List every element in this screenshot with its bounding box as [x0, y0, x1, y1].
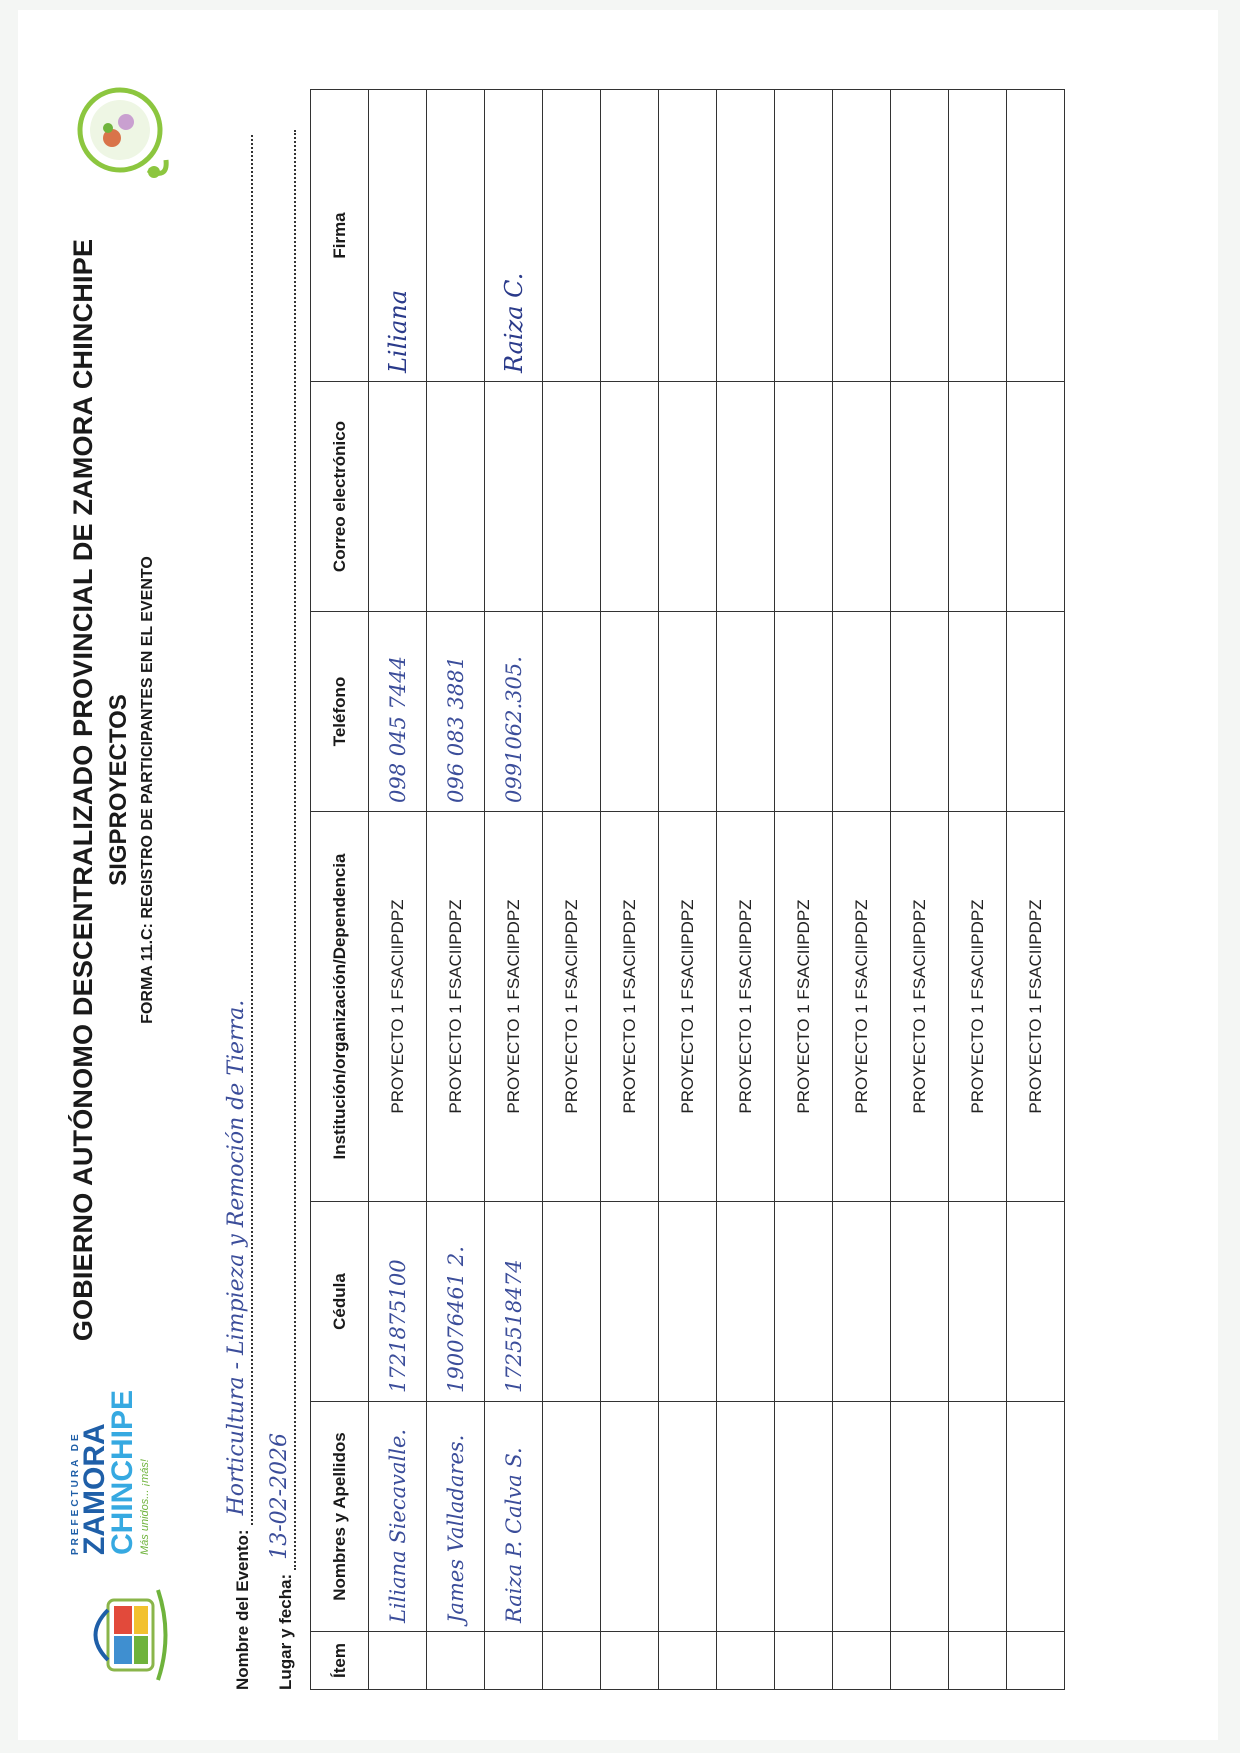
name-cell[interactable]	[659, 1402, 717, 1632]
item-cell[interactable]	[601, 1632, 659, 1690]
institution-text: PROYECTO 1 FSACIIPDPZ	[561, 899, 581, 1114]
item-cell[interactable]	[485, 1632, 543, 1690]
phone-cell[interactable]	[427, 612, 485, 812]
participants-table	[310, 89, 1065, 1690]
header-phone: Teléfono	[311, 612, 369, 812]
email-cell[interactable]	[833, 382, 891, 612]
name-cell[interactable]	[891, 1402, 949, 1632]
item-cell[interactable]	[833, 1632, 891, 1690]
phone-cell[interactable]	[949, 612, 1007, 812]
table-header-row	[311, 90, 369, 1690]
signature-cell[interactable]	[891, 90, 949, 382]
brand-top: PREFECTURA DE	[70, 1431, 81, 1555]
signature-cell[interactable]	[427, 90, 485, 382]
header-email: Correo electrónico	[311, 382, 369, 612]
place-date-field	[267, 130, 296, 1690]
event-name-value: Horticultura - Limpieza y Remoción de Tierra.	[224, 999, 249, 1516]
institution-cell[interactable]	[891, 812, 949, 1202]
table-row	[1007, 90, 1065, 1690]
item-cell[interactable]	[543, 1632, 601, 1690]
cedula-cell[interactable]	[369, 1202, 427, 1402]
table-row	[717, 90, 775, 1690]
header-item: Ítem	[311, 1632, 369, 1690]
item-cell[interactable]	[717, 1632, 775, 1690]
institution-text: PROYECTO 1 FSACIIPDPZ	[793, 899, 813, 1114]
email-cell[interactable]	[717, 382, 775, 612]
cedula-cell[interactable]	[543, 1202, 601, 1402]
item-cell[interactable]	[427, 1632, 485, 1690]
phone-text: 098 045 7444	[385, 656, 410, 803]
signature-cell[interactable]	[601, 90, 659, 382]
cedula-cell[interactable]	[775, 1202, 833, 1402]
institution-text: PROYECTO 1 FSACIIPDPZ	[387, 899, 407, 1114]
signature-text: Liliana	[383, 289, 412, 373]
signature-cell[interactable]	[949, 90, 1007, 382]
phone-cell[interactable]	[891, 612, 949, 812]
cedula-cell[interactable]	[485, 1202, 543, 1402]
table-row	[659, 90, 717, 1690]
place-date-line[interactable]	[267, 130, 296, 1570]
event-name-field	[224, 135, 253, 1690]
brand-block	[70, 1375, 151, 1555]
table-row	[775, 90, 833, 1690]
institution-text: PROYECTO 1 FSACIIPDPZ	[735, 899, 755, 1114]
phone-cell[interactable]	[601, 612, 659, 812]
item-cell[interactable]	[659, 1632, 717, 1690]
cedula-cell[interactable]	[891, 1202, 949, 1402]
institution-cell[interactable]	[833, 812, 891, 1202]
brand-line2: CHINCHIPE	[106, 1389, 139, 1555]
institution-text: PROYECTO 1 FSACIIPDPZ	[1025, 899, 1045, 1114]
cedula-cell[interactable]	[717, 1202, 775, 1402]
table-row	[891, 90, 949, 1690]
cedula-cell[interactable]	[833, 1202, 891, 1402]
name-cell[interactable]	[485, 1402, 543, 1632]
phone-text: 0991062.305.	[501, 656, 526, 803]
item-cell[interactable]	[891, 1632, 949, 1690]
prefectura-emblem-icon	[78, 1570, 168, 1690]
institution-cell[interactable]	[485, 812, 543, 1202]
event-name-line[interactable]	[224, 135, 253, 1525]
place-date-label: Lugar y fecha:	[276, 1573, 295, 1690]
email-cell[interactable]	[369, 382, 427, 612]
item-cell[interactable]	[1007, 1632, 1065, 1690]
name-cell[interactable]	[1007, 1402, 1065, 1632]
event-name-label: Nombre del Evento:	[233, 1529, 252, 1690]
document-page	[18, 10, 1218, 1740]
signature-cell[interactable]	[775, 90, 833, 382]
sigproyectos-logo-icon	[68, 80, 178, 190]
place-date-value: 13-02-2026	[267, 1432, 292, 1560]
brand-line1: ZAMORA	[78, 1423, 111, 1555]
cedula-cell[interactable]	[949, 1202, 1007, 1402]
name-cell[interactable]	[601, 1402, 659, 1632]
signature-cell[interactable]	[1007, 90, 1065, 382]
cedula-cell[interactable]	[427, 1202, 485, 1402]
header-institution: Institución/organización/Dependencia	[311, 812, 369, 1202]
institution-cell[interactable]	[1007, 812, 1065, 1202]
item-cell[interactable]	[369, 1632, 427, 1690]
brand-slogan: Más unidos... ¡más!	[139, 1459, 151, 1555]
table-row	[833, 90, 891, 1690]
email-cell[interactable]	[427, 382, 485, 612]
phone-cell[interactable]	[485, 612, 543, 812]
signature-cell[interactable]	[659, 90, 717, 382]
cedula-cell[interactable]	[659, 1202, 717, 1402]
cedula-text: 1725518474	[501, 1259, 526, 1393]
signature-cell[interactable]	[485, 90, 543, 382]
item-cell[interactable]	[949, 1632, 1007, 1690]
institution-cell[interactable]	[543, 812, 601, 1202]
name-text: Raiza P. Calva S.	[501, 1447, 526, 1623]
institution-cell[interactable]	[601, 812, 659, 1202]
institution-cell[interactable]	[369, 812, 427, 1202]
cedula-text: 190076461 2.	[443, 1246, 468, 1393]
name-text: Liliana Siecavalle.	[385, 1428, 410, 1623]
name-cell[interactable]	[717, 1402, 775, 1632]
signature-text: Raiza C.	[499, 272, 528, 373]
header-title-block	[68, 230, 157, 1350]
phone-cell[interactable]	[1007, 612, 1065, 812]
institution-cell[interactable]	[775, 812, 833, 1202]
cedula-cell[interactable]	[601, 1202, 659, 1402]
phone-cell[interactable]	[775, 612, 833, 812]
institution-text: PROYECTO 1 FSACIIPDPZ	[445, 899, 465, 1114]
header-signature: Firma	[311, 90, 369, 382]
signature-cell[interactable]	[369, 90, 427, 382]
name-cell[interactable]	[543, 1402, 601, 1632]
name-cell[interactable]	[427, 1402, 485, 1632]
email-cell[interactable]	[659, 382, 717, 612]
signature-cell[interactable]	[717, 90, 775, 382]
name-cell[interactable]	[949, 1402, 1007, 1632]
signature-cell[interactable]	[833, 90, 891, 382]
rotated-form	[18, 50, 1168, 1730]
email-cell[interactable]	[1007, 382, 1065, 612]
email-cell[interactable]	[891, 382, 949, 612]
name-cell[interactable]	[369, 1402, 427, 1632]
email-cell[interactable]	[775, 382, 833, 612]
institution-cell[interactable]	[427, 812, 485, 1202]
signature-cell[interactable]	[543, 90, 601, 382]
form-name: FORMA 11.C: REGISTRO DE PARTICIPANTES EN EL EVENTO	[139, 556, 156, 1024]
name-text: James Valladares.	[443, 1434, 468, 1623]
institution-cell[interactable]	[717, 812, 775, 1202]
table-row	[601, 90, 659, 1690]
institution-text: PROYECTO 1 FSACIIPDPZ	[851, 899, 871, 1114]
email-cell[interactable]	[543, 382, 601, 612]
phone-text: 096 083 3881	[443, 656, 468, 803]
table-row	[949, 90, 1007, 1690]
phone-cell[interactable]	[717, 612, 775, 812]
item-cell[interactable]	[775, 1632, 833, 1690]
institution-text: PROYECTO 1 FSACIIPDPZ	[619, 899, 639, 1114]
phone-cell[interactable]	[543, 612, 601, 812]
phone-cell[interactable]	[659, 612, 717, 812]
institution-text: PROYECTO 1 FSACIIPDPZ	[909, 899, 929, 1114]
table-row	[427, 90, 485, 1690]
institution-cell[interactable]	[949, 812, 1007, 1202]
cedula-text: 1721875100	[385, 1259, 410, 1393]
institution-cell[interactable]	[659, 812, 717, 1202]
institution-text: PROYECTO 1 FSACIIPDPZ	[967, 899, 987, 1114]
page-title: GOBIERNO AUTÓNOMO DESCENTRALIZADO PROVINCIAL DE ZAMORA CHINCHIPE	[68, 238, 98, 1342]
institution-text: PROYECTO 1 FSACIIPDPZ	[503, 899, 523, 1114]
cedula-cell[interactable]	[1007, 1202, 1065, 1402]
email-cell[interactable]	[601, 382, 659, 612]
name-cell[interactable]	[775, 1402, 833, 1632]
phone-cell[interactable]	[369, 612, 427, 812]
email-cell[interactable]	[949, 382, 1007, 612]
email-cell[interactable]	[485, 382, 543, 612]
institution-text: PROYECTO 1 FSACIIPDPZ	[677, 899, 697, 1114]
page-subtitle: SIGPROYECTOS	[105, 694, 132, 886]
table-row	[543, 90, 601, 1690]
phone-cell[interactable]	[833, 612, 891, 812]
table-row	[369, 90, 427, 1690]
name-cell[interactable]	[833, 1402, 891, 1632]
table-row	[485, 90, 543, 1690]
header-cedula: Cédula	[311, 1202, 369, 1402]
header-name: Nombres y Apellidos	[311, 1402, 369, 1632]
